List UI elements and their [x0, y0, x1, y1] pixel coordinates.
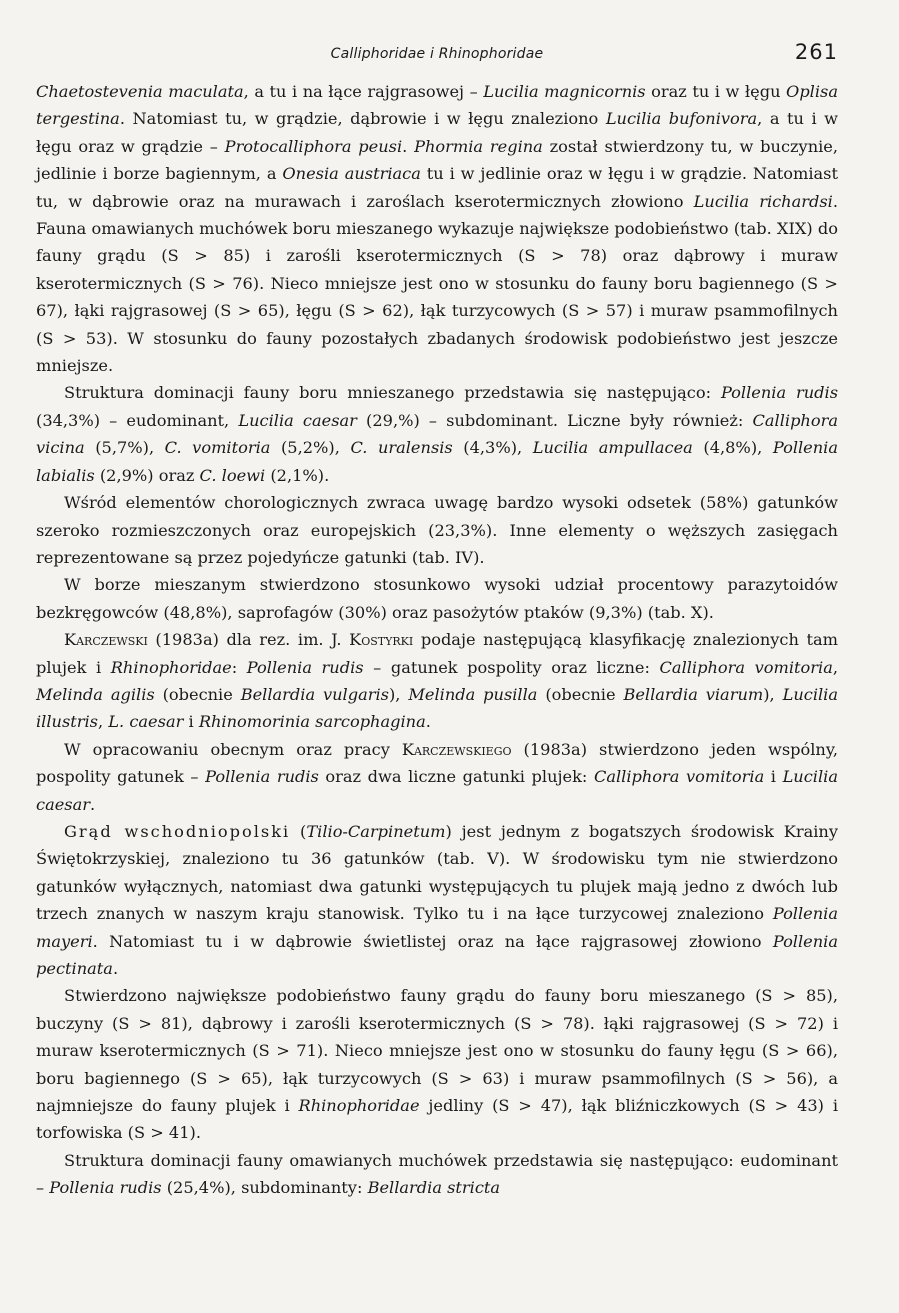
paragraph — [36, 736, 838, 818]
italic-term: Pollenia rudis — [49, 1178, 162, 1198]
text-run: , — [832, 657, 838, 677]
italic-term: Oplisa tergestina — [36, 82, 838, 129]
text-run: i — [764, 767, 783, 787]
text-run: (obecnie — [537, 684, 624, 704]
text-run: (4,3%), — [452, 438, 533, 458]
text-run: Struktura dominacji fauny boru mnieszanego przedstawia się następująco: — [64, 383, 721, 403]
text-run: , a tu i na łące rajgrasowej – — [243, 82, 484, 101]
italic-term: Rhinomorinia sarcophagina — [198, 712, 426, 732]
paragraph — [36, 1147, 838, 1202]
italic-term: Phormia regina — [414, 136, 543, 156]
text-run: (1983a) dla rez. im. J. — [147, 630, 350, 650]
italic-term: Lucilia caesar — [36, 767, 838, 814]
italic-term: Lucilia caesar — [238, 410, 357, 430]
running-header — [36, 40, 838, 76]
paragraph — [36, 571, 838, 626]
italic-term: Melinda agilis — [36, 684, 155, 704]
text-run: jedliny (S > 47), łąk bliźniczkowych (S > 43) i torfowiska (S > 41). — [36, 1096, 838, 1143]
author-name: Kostyrki — [349, 630, 414, 650]
italic-term: Calliphora vomitoria — [593, 767, 765, 787]
paragraph — [36, 626, 838, 736]
running-title: Calliphoridae i Rhinophoridae — [330, 46, 544, 62]
italic-term: Pollenia labialis — [36, 438, 839, 485]
paragraph — [36, 982, 838, 1146]
text-run: (29,%) – subdominant. Liczne były również: — [356, 410, 753, 430]
paragraph — [36, 818, 838, 982]
italic-term: Pollenia pectinata — [36, 931, 838, 978]
text-run: Struktura dominacji fauny omawianych muchówek przedstawia się następująco: eudominant – — [36, 1150, 838, 1198]
italic-term: Lucilia illustris — [36, 684, 839, 732]
text-run: . — [425, 712, 431, 732]
text-run: Grąd wschodniopolski — [64, 821, 291, 841]
text-run: Stwierdzono największe podobieństwo fauny grądu do fauny boru mieszanego (S > 85), buczyny (S > 81), dąbrowy i zarośli kserotermicznych (S > 78). łąki rajgrasowej (S > 72) i muraw kserotermicznych (S > 71). Nieco mniejsze jest ono w stosunku do fauny łęgu (S > 66), boru bagiennego (S > 65), łąk turzycowych (S > 63) i muraw psammofilnych (S > 56), a najmniejsze do fauny plujek i — [36, 986, 838, 1116]
paragraph — [36, 489, 838, 571]
author-name: Karczewski — [64, 630, 148, 650]
italic-term: Protocalliphora peusi — [224, 136, 403, 156]
text-run: : — [231, 657, 247, 677]
text-run: W opracowaniu obecnym oraz pracy — [64, 739, 402, 759]
italic-term: Chaetostevenia maculata — [36, 82, 244, 101]
text-run: (34,3%) – eudominant, — [36, 410, 239, 430]
italic-term: Pollenia rudis — [720, 383, 838, 403]
text-run: tu i w jedlinie oraz w łęgu i w grądzie. Natomiast tu, w dąbrowie oraz na murawach i zaroślach kserotermicznych złowiono — [36, 164, 838, 211]
page-number: 261 — [794, 40, 838, 64]
author-name: Karczewskiego — [401, 739, 512, 759]
text-run: podaje następującą klasyfikację znalezionych tam plujek i — [36, 630, 838, 677]
text-run: . — [90, 794, 96, 814]
text-run: (4,8%), — [692, 438, 773, 458]
text-run: oraz dwa liczne gatunki plujek: — [318, 767, 594, 787]
text-run: (2,9%) oraz — [94, 465, 200, 485]
text-run: ) jest jednym z bogatszych środowisk Krainy Świętokrzyskiej, znaleziono tu 36 gatunków (tab. V). W środowisku tym nie stwierdzono gatunków wyłącznych, natomiast dwa gatunki występujących tu plujek mają jedno z dwóch lub trzech znanych w naszym kraju stanowisk. Tylko tu i na łące turzycowej znaleziono — [36, 821, 838, 924]
document-page — [36, 40, 838, 1202]
italic-term: Pollenia rudis — [205, 767, 319, 787]
text-run: (2,1%). — [265, 465, 330, 485]
text-run: Wśród elementów chorologicznych zwraca uwagę bardzo wysoki odsetek (58%) gatunków szeroko rozmieszczonych oraz europejskich (23,3%). Inne elementy o węższych zasięgach reprezentowane są przez pojedyńcze gatunki (tab. IV). — [36, 493, 838, 567]
italic-term: Bellardia vulgaris — [240, 684, 389, 704]
text-run: (5,2%), — [270, 438, 351, 458]
italic-term: C. vomitoria — [164, 438, 271, 458]
italic-term: Pollenia rudis — [246, 657, 364, 677]
text-run: został stwierdzony tu, w buczynie, jedlinie i borze bagiennym, a — [36, 136, 839, 184]
italic-term: Pollenia mayeri — [36, 904, 838, 951]
paragraph — [36, 379, 838, 489]
italic-term: Lucilia bufonivora — [605, 109, 758, 129]
text-run: W borze mieszanym stwierdzono stosunkowo wysoki udział procentowy parazytoidów bezkręgowców (48,8%), saprofagów (30%) oraz pasożytów ptaków (9,3%) (tab. X). — [36, 575, 838, 622]
text-run: ( — [290, 821, 307, 841]
text-run: (obecnie — [154, 684, 241, 704]
italic-term: Rhinophoridae — [298, 1096, 420, 1116]
text-run: oraz tu i w łęgu — [645, 82, 787, 101]
text-run: . Fauna omawianych muchówek boru mieszanego wykazuje największe podobieństwo (tab. XIX) do fauny grądu (S > 85) i zarośli kserotermicznych (S > 78) oraz dąbrowy i muraw kserotermicznych (S > 76). Nieco mniejsze jest ono w stosunku do fauny boru bagiennego (S > 67), łąki rajgrasowej (S > 65), łęgu (S > 62), łąk turzycowych (S > 57) i muraw psammofilnych (S > 53). W stosunku do fauny pozostałych zbadanych środowisk podobieństwo jest jeszcze mniejsze. — [36, 191, 838, 376]
body-text — [36, 78, 838, 1202]
italic-term: C. uralensis — [350, 438, 453, 458]
italic-term: L. caesar — [108, 712, 184, 732]
italic-term: Melinda pusilla — [408, 684, 538, 704]
text-run: – gatunek pospolity oraz liczne: — [363, 657, 660, 677]
text-run: . — [112, 959, 119, 978]
italic-term: Lucilia richardsi — [693, 191, 833, 211]
italic-term: Rhinophoridae — [110, 657, 232, 677]
text-run: ), — [763, 684, 783, 704]
text-run: , — [98, 712, 109, 732]
italic-term: Bellardia stricta — [367, 1178, 501, 1198]
text-run: . Natomiast tu i w dąbrowie świetlistej oraz na łące rajgrasowej złowiono — [92, 931, 773, 951]
italic-term: C. loewi — [199, 465, 266, 485]
text-run: , a tu i w łęgu oraz w grądzie – — [36, 109, 839, 156]
italic-term: Bellardia viarum — [623, 684, 764, 704]
text-run: i — [183, 712, 199, 732]
italic-term: Tilio-Carpinetum — [306, 821, 446, 841]
italic-term: Calliphora vicina — [36, 410, 838, 458]
italic-term: Calliphora vomitoria — [659, 657, 833, 677]
italic-term: Lucilia magnicornis — [483, 82, 646, 101]
italic-term: Onesia austriaca — [282, 164, 421, 184]
italic-term: Lucilia ampullacea — [532, 438, 693, 458]
text-run: . — [402, 136, 415, 156]
paragraph — [36, 78, 838, 379]
text-run: (25,4%), subdominanty: — [161, 1178, 368, 1198]
text-run: ), — [388, 684, 409, 704]
text-run: . Natomiast tu, w grądzie, dąbrowie i w łęgu znaleziono — [119, 109, 606, 129]
text-run: (5,7%), — [84, 438, 165, 458]
text-run: (1983a) stwierdzono jeden wspólny, pospolity gatunek – — [36, 739, 838, 787]
